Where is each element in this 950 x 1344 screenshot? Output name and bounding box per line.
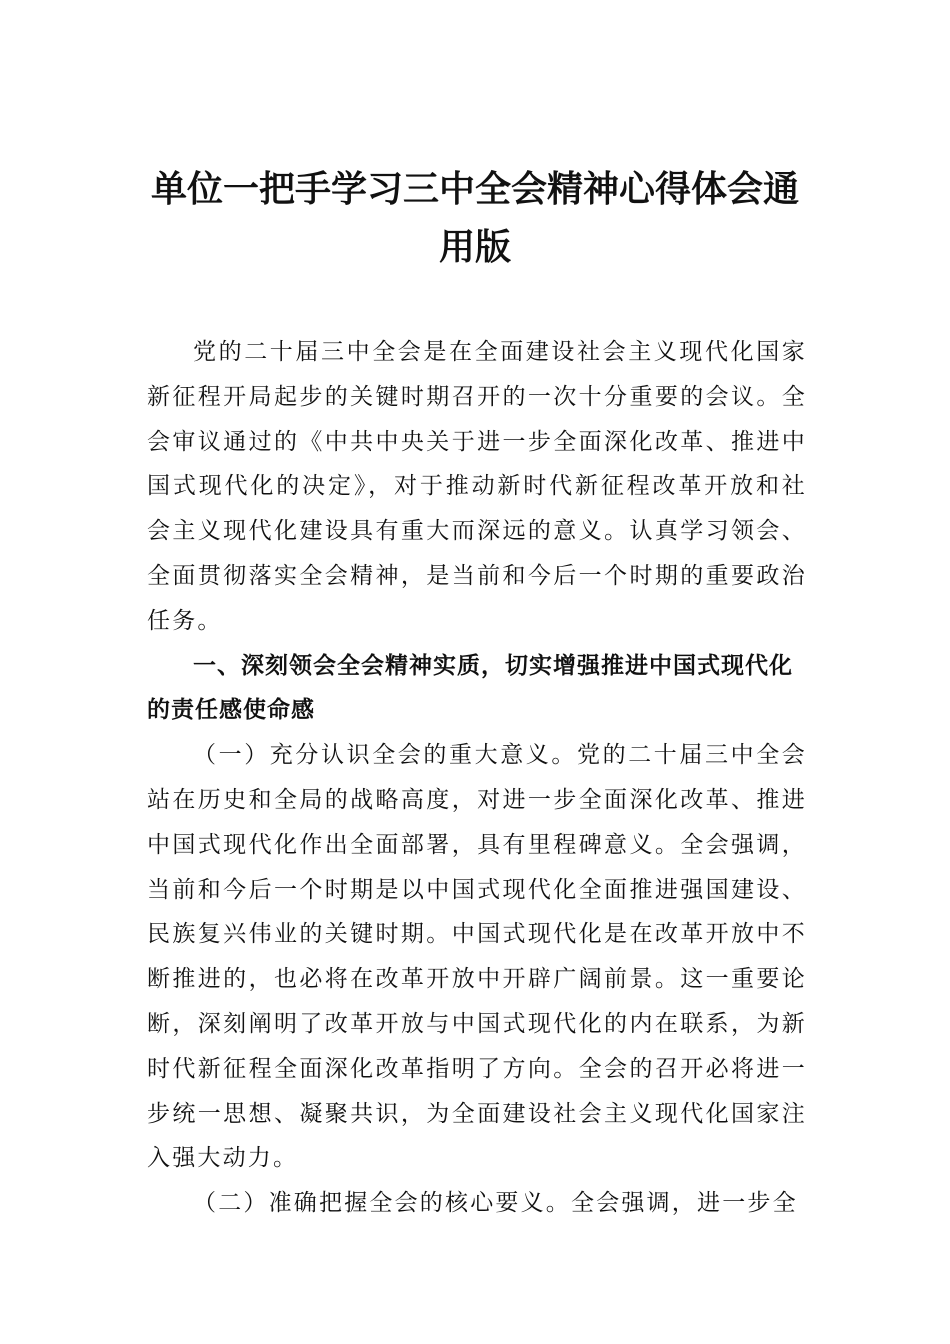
subsection-paragraph-1: （一）充分认识全会的重大意义。党的二十届三中全会站在历史和全局的战略高度，对进一步全面深化改革、推进中国式现代化作出全面部署，具有里程碑意义。全会强调，当前和今后一个时期是以中国式现代化全面推进强国建设、民族复兴伟业的关键时期。中国式现代化是在改革开放中不断推进的，也必将在改革开放中开辟广阔前景。这一重要论断，深刻阐明了改革开放与中国式现代化的内在联系，为新时代新征程全面深化改革指明了方向。全会的召开必将进一步统一思想、凝聚共识，为全面建设社会主义现代化国家注入强大动力。 [147,742,807,1172]
subsection-paragraph-2: （二）准确把握全会的核心要义。全会强调，进一步全 [193,1190,798,1217]
document-title [140,160,810,276]
title-line-2: 用版 [438,226,511,268]
document-body [147,330,807,1226]
section-heading-1: 一、深刻领会全会精神实质，切实增强推进中国式现代化的责任感使命感 [147,652,793,724]
intro-paragraph: 党的二十届三中全会是在全面建设社会主义现代化国家新征程开局起步的关键时期召开的一次十分重要的会议。全会审议通过的《中共中央关于进一步全面深化改革、推进中国式现代化的决定》，对于推动新时代新征程改革开放和社会主义现代化建设具有重大而深远的意义。认真学习领会、全面贯彻落实全会精神，是当前和今后一个时期的重要政治任务。 [147,339,807,634]
title-line-1: 单位一把手学习三中全会精神心得体会通 [150,168,799,210]
